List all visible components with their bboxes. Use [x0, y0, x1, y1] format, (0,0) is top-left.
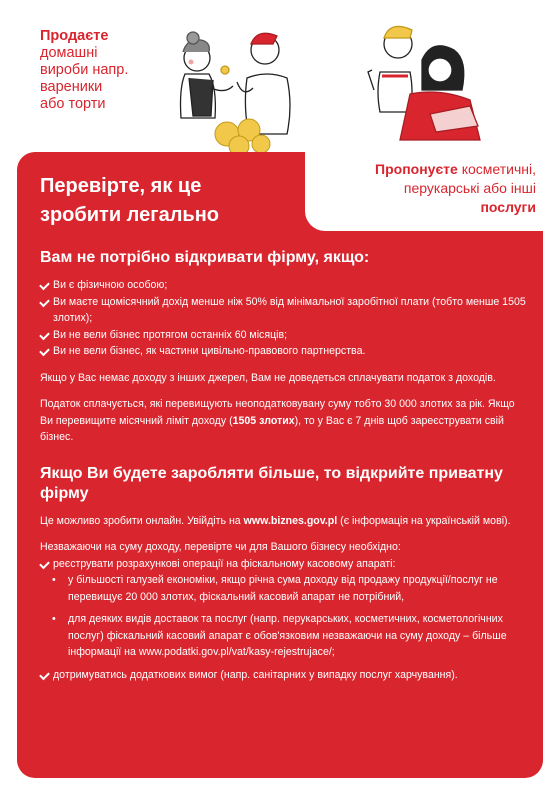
- page-title: [40, 172, 300, 230]
- list-item: [40, 277, 530, 294]
- paragraph-text: ), то у Вас є 7 днів щоб зареєструвати свій бізнес.: [40, 414, 504, 443]
- content: [40, 248, 530, 683]
- sell-line: вареники: [40, 79, 103, 95]
- sub-list-item: [40, 572, 530, 605]
- offer-strong: Пропонуєте: [375, 161, 458, 177]
- list-item-text: Ви не вели бізнес, як частини цивільно-правового партнерства.: [53, 345, 366, 357]
- sell-line: домашні: [40, 45, 98, 61]
- offer-strong-2: послуги: [480, 199, 536, 215]
- sub-list-item: [40, 611, 530, 661]
- sub-item-text: для деяких видів доставок та послуг (напр. перукарських, косметичних, косметологічних послуг) фіскальний касовий апарат є обов'язковим незважаючи на суму доходу – більше інформації на www.podatki.gov.pl/vat/kasy-rejestrujace/;: [68, 613, 507, 658]
- title-line: Перевірте, як це: [40, 175, 202, 197]
- list-item: [40, 556, 530, 573]
- hairdresser-illustration-wrap: [360, 14, 500, 144]
- checkmark-icon: [39, 280, 50, 291]
- paragraph: [40, 513, 530, 530]
- offer-text: [306, 160, 536, 217]
- checkmark-icon: [39, 296, 50, 307]
- paragraph-text: Це можливо зробити онлайн. Увійдіть на: [40, 514, 244, 527]
- paragraph: [40, 396, 530, 446]
- bullet-icon: •: [52, 574, 56, 586]
- list-item-text: реєструвати розрахункові операції на фіскальному касовому апараті:: [53, 557, 396, 570]
- sell-line: вироби напр.: [40, 62, 129, 78]
- man-tasting-illustration: [237, 33, 290, 134]
- paragraph: Якщо у Вас немає доходу з інших джерел, Вам не доведеться сплачувати податок з доходів.: [40, 371, 496, 384]
- list-item-text: дотримуватись додаткових вимог (напр. санітарних у випадку послуг харчування).: [53, 668, 458, 681]
- list-item-text: Ви є фізичною особою;: [53, 279, 168, 291]
- cooking-illustration: [165, 18, 310, 158]
- paragraph-text: (є інформація на українській мові).: [337, 514, 511, 527]
- woman-cooking-illustration: [181, 32, 234, 118]
- section1-list: [40, 277, 530, 360]
- section1-heading: Вам не потрібно відкривати фірму, якщо:: [40, 249, 370, 266]
- list-item: [40, 294, 530, 327]
- sub-item-text: у більшості галузей економіки, якщо річна сума доходу від продажу продукції/послуг не перевищує 20 000 злотих, фіскальний касовий апарат не потрібний,: [68, 574, 498, 603]
- checkmark-icon: [39, 558, 50, 569]
- paragraph: Незважаючи на суму доходу, перевірте чи для Вашого бізнесу необхідно:: [40, 541, 401, 553]
- checkmark-icon: [39, 346, 50, 357]
- paragraph-strong: 1505 злотих: [232, 414, 295, 427]
- list-item: [40, 327, 530, 344]
- checkmark-icon: [39, 329, 50, 340]
- sell-strong: Продаєте: [40, 28, 109, 44]
- title-line: зробити легально: [40, 204, 219, 226]
- offer-line: перукарські або інші: [403, 180, 536, 196]
- list-item-text: Ви маєте щомісячний дохід менше ніж 50% від мінімальної заробітної плати (тобто менше 1505 злотих);: [53, 295, 526, 324]
- biznes-gov-link[interactable]: www.biznes.gov.pl: [243, 514, 338, 527]
- list-item: [40, 667, 530, 684]
- bullet-icon: •: [52, 613, 56, 625]
- paragraph-text: Податок сплачується, які перевищують неоподатковувану суму тобто 30 000 злотих за рік. Якщо Ви перевищите місячний ліміт доходу (: [40, 398, 515, 427]
- list-item: [40, 343, 530, 360]
- section2-heading: Якщо Ви будете заробляти більше, то відкрийте приватну фірму: [40, 464, 503, 502]
- offer-rest: косметичні,: [457, 161, 536, 177]
- section2-list: [40, 556, 530, 684]
- sell-line: або торти: [40, 96, 106, 112]
- list-item-text: Ви не вели бізнес протягом останніх 60 місяців;: [53, 328, 288, 341]
- checkmark-icon: [39, 669, 50, 680]
- hairdresser-illustration: [368, 26, 412, 112]
